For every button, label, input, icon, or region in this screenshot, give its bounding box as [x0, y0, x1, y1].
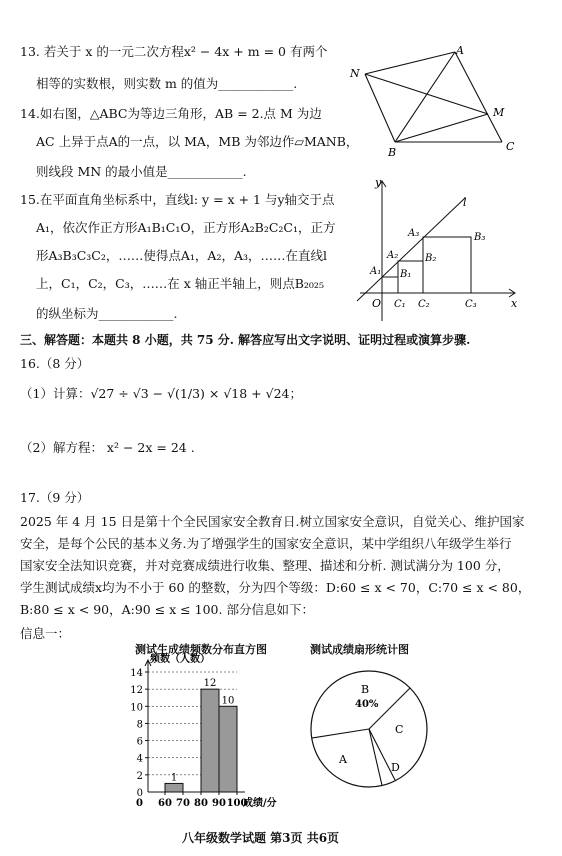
fig15-label-b2: B₂	[425, 253, 437, 264]
q15-line2: A₁，依次作正方形A₁B₁C₁O，正方形A₂B₂C₂C₁，正方	[36, 220, 336, 235]
q15-line1: 15.在平面直角坐标系中，直线l: y = x + 1 与y轴交于点	[20, 192, 335, 207]
fig14-label-b: B	[388, 146, 397, 159]
q15-figure	[355, 176, 535, 326]
histogram-title: 测试生成绩频数分布直方图	[135, 643, 267, 656]
pie-slice-percent: 40%	[355, 699, 379, 710]
y-axis-label: 频数（人数）	[150, 654, 210, 665]
q15-line4: 上，C₁，C₂，C₃，……在 x 轴正半轴上，则点B₂₀₂₅	[36, 276, 324, 291]
q13-line2: 相等的实数根，则实数 m 的值为____________.	[36, 76, 298, 91]
pie-chart	[305, 664, 465, 794]
fig15-label-c1: C₁	[394, 299, 406, 310]
bar-value-label: 12	[203, 678, 217, 690]
q15-line3: 形A₃B₃C₃C₂，……使得点A₁，A₂，A₃，……在直线l	[36, 248, 327, 263]
q17-line-3: 学生测试成绩x均为不小于 60 的整数，分为四个等级：D:60 ≤ x < 70，C:70 ≤ x < 80，	[20, 580, 531, 595]
q17-info-label: 信息一：	[20, 626, 71, 641]
y-tick-label: 0	[136, 788, 143, 799]
q15-line5: 的纵坐标为____________.	[36, 306, 178, 321]
histogram-chart	[128, 656, 318, 816]
section3-heading: 三、解答题：本题共 8 小题，共 75 分. 解答应写出文字说明、证明过程或演算步骤.	[20, 333, 471, 347]
pie-slice-label: C	[395, 723, 404, 736]
histogram-bar	[201, 689, 219, 792]
page-footer: 八年级数学试题 第3页 共6页	[182, 831, 340, 845]
pie-slice-boundary	[369, 729, 382, 786]
q16-part2: （2）解方程： x² − 2x = 24 .	[20, 440, 195, 455]
fig14-label-a: A	[456, 44, 464, 57]
fig15-label-c2: C₂	[418, 299, 430, 310]
q14-line1: 14.如右图，△ABC为等边三角形，AB = 2.点 M 为边	[20, 106, 322, 121]
q14-line2: AC 上异于点A的一点，以 MA，MB 为邻边作▱MANB，	[36, 134, 359, 149]
fig15-label-a1: A₁	[370, 266, 382, 277]
x-tick-label: 70	[176, 798, 190, 809]
q17-line-4: B:80 ≤ x < 90，A:90 ≤ x ≤ 100. 部分信息如下：	[20, 602, 314, 617]
pie-slice-label: D	[391, 761, 400, 774]
y-tick-label: 6	[136, 736, 143, 748]
x-axis-label: 成绩/分	[243, 798, 277, 809]
x-tick-label: 90	[212, 798, 226, 809]
q14-line3: 则线段 MN 的最小值是____________.	[36, 164, 247, 179]
pie-slice-boundary	[312, 729, 369, 738]
q16-part1: （1）计算：√27 ÷ √3 − √(1/3) × √18 + √24；	[20, 386, 303, 401]
bar-value-label: 10	[221, 695, 235, 707]
y-tick-label: 4	[136, 753, 143, 765]
fig15-label-b1: B₁	[400, 269, 412, 280]
pie-slice-label: B	[361, 683, 370, 696]
x-tick-label: 60	[158, 798, 172, 809]
pie-slice-label: A	[339, 753, 347, 766]
histogram-bar	[165, 783, 183, 792]
x-tick-label: 0	[136, 798, 143, 809]
q16-head: 16.（8 分）	[20, 356, 90, 371]
q14-figure	[350, 44, 530, 164]
y-tick-label: 14	[130, 668, 143, 679]
fig15-label-a2: A₂	[387, 250, 399, 261]
y-tick-label: 12	[130, 685, 143, 697]
q17-line-1: 安全，是每个公民的基本义务.为了增强学生的国家安全意识，某中学组织八年级学生举行	[20, 536, 512, 551]
fig15-label-c3: C₃	[465, 299, 477, 310]
x-tick-label: 100	[226, 798, 248, 809]
q17-head: 17.（9 分）	[20, 490, 90, 505]
fig15-label-x: x	[511, 297, 518, 310]
y-tick-label: 10	[130, 702, 143, 714]
bar-value-label: 1	[170, 772, 178, 784]
q17-line-0: 2025 年 4 月 15 日是第十个全民国家安全教育日.树立国家安全意识，自觉关心、维护国家	[20, 514, 525, 529]
fig15-label-y: y	[375, 176, 382, 189]
q17-line-2: 国家安全法知识竞赛，并对竞赛成绩进行收集、整理、描述和分析. 测试满分为 100 分，	[20, 558, 510, 573]
fig14-label-n: N	[350, 67, 360, 80]
fig15-label-l: l	[463, 196, 467, 209]
fig14-label-m: M	[493, 106, 505, 119]
fig15-label-b3: B₃	[474, 232, 486, 243]
x-tick-label: 80	[194, 798, 208, 809]
fig15-label-a3: A₃	[408, 228, 420, 239]
fig15-label-o: O	[372, 297, 382, 310]
fig14-label-c: C	[506, 140, 515, 153]
histogram-bar	[219, 706, 237, 792]
y-tick-label: 8	[136, 719, 143, 731]
y-tick-label: 2	[136, 770, 143, 782]
q13-line1: 13. 若关于 x 的一元二次方程x² − 4x + m = 0 有两个	[20, 44, 328, 59]
pie-title: 测试成绩扇形统计图	[310, 643, 409, 656]
